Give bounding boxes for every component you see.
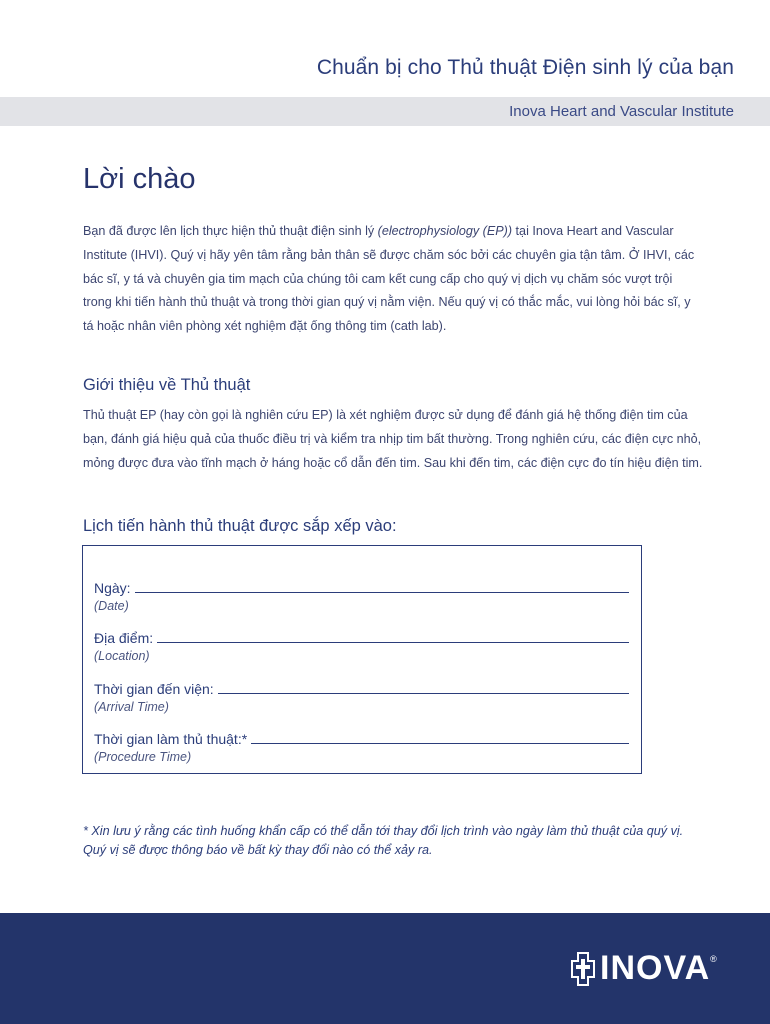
about-heading: Giới thiệu về Thủ thuật (83, 376, 251, 394)
arrival-time-field-row (94, 681, 629, 697)
arrival-time-sublabel: (Arrival Time) (94, 700, 169, 714)
date-label: Ngày: (94, 580, 131, 596)
registered-mark: ® (710, 953, 717, 964)
inova-logo-text: INOVA (600, 949, 711, 987)
location-sublabel: (Location) (94, 649, 150, 663)
greeting-paragraph (83, 220, 703, 339)
schedule-heading: Lịch tiến hành thủ thuật được sắp xếp vào: (83, 517, 397, 535)
procedure-time-sublabel: (Procedure Time) (94, 750, 192, 764)
date-field-row (94, 580, 629, 596)
inova-logo (570, 949, 717, 988)
location-field (94, 630, 629, 670)
date-field (94, 580, 629, 620)
procedure-time-field (94, 731, 629, 771)
procedure-time-label: Thời gian làm thủ thuật:* (94, 731, 248, 747)
document-title: Chuẩn bị cho Thủ thuật Điện sinh lý của bạn (316, 56, 734, 79)
inova-cross-icon (570, 951, 596, 987)
header-band (0, 97, 770, 126)
procedure-time-field-row (94, 731, 629, 747)
about-paragraph: Thủ thuật EP (hay còn gọi là nghiên cứu EP) là xét nghiệm được sử dụng để đánh giá hệ thống điện tim của bạn, đánh giá hiệu quả của thuốc điều trị và kiểm tra nhịp tim bất thường. Trong nghiên cứu, các điện cực nhỏ, mỏng được đưa vào tĩnh mạch ở háng hoặc cổ dẫn đến tim. Sau khi đến tim, các điện cực đo tín hiệu điện tim. (83, 408, 703, 470)
location-input-line[interactable] (157, 642, 629, 643)
greeting-text-italic: (electrophysiology (EP)) (377, 224, 513, 238)
institute-name: Inova Heart and Vascular Institute (509, 103, 734, 120)
schedule-form-box (82, 545, 642, 774)
procedure-time-input-line[interactable] (251, 743, 629, 744)
arrival-time-input-line[interactable] (218, 693, 629, 694)
arrival-time-label: Thời gian đến viện: (94, 681, 214, 697)
greeting-heading: Lời chào (83, 163, 196, 195)
location-field-row (94, 630, 629, 646)
location-label: Địa điểm: (94, 630, 154, 646)
date-input-line[interactable] (135, 592, 629, 593)
arrival-time-field (94, 681, 629, 721)
greeting-text-end: tại Inova Heart and Vascular Institute (IHVI). Quý vị hãy yên tâm rằng bản thân sẽ được chăm sóc bởi các chuyên gia tận tâm. Ở IHVI, các bác sĩ, y tá và chuyên gia tim mạch của chúng tôi cam kết cung cấp cho quý vị dịch vụ chăm sóc vượt trội trong khi tiến hành thủ thuật và trong thời gian quý vị nằm viện. Nếu quý vị có thắc mắc, vui lòng hỏi bác sĩ, y tá hoặc nhân viên phòng xét nghiệm đặt ống thông tim (cath lab). (83, 224, 695, 334)
schedule-note: * Xin lưu ý rằng các tình huống khẩn cấp có thể dẫn tới thay đổi lịch trình vào ngày làm thủ thuật của quý vị. Quý vị sẽ được thông báo về bất kỳ thay đổi nào có thể xảy ra. (83, 824, 684, 857)
greeting-text-start: Bạn đã được lên lịch thực hiện thủ thuật điện sinh lý (83, 224, 378, 238)
date-sublabel: (Date) (94, 599, 129, 613)
